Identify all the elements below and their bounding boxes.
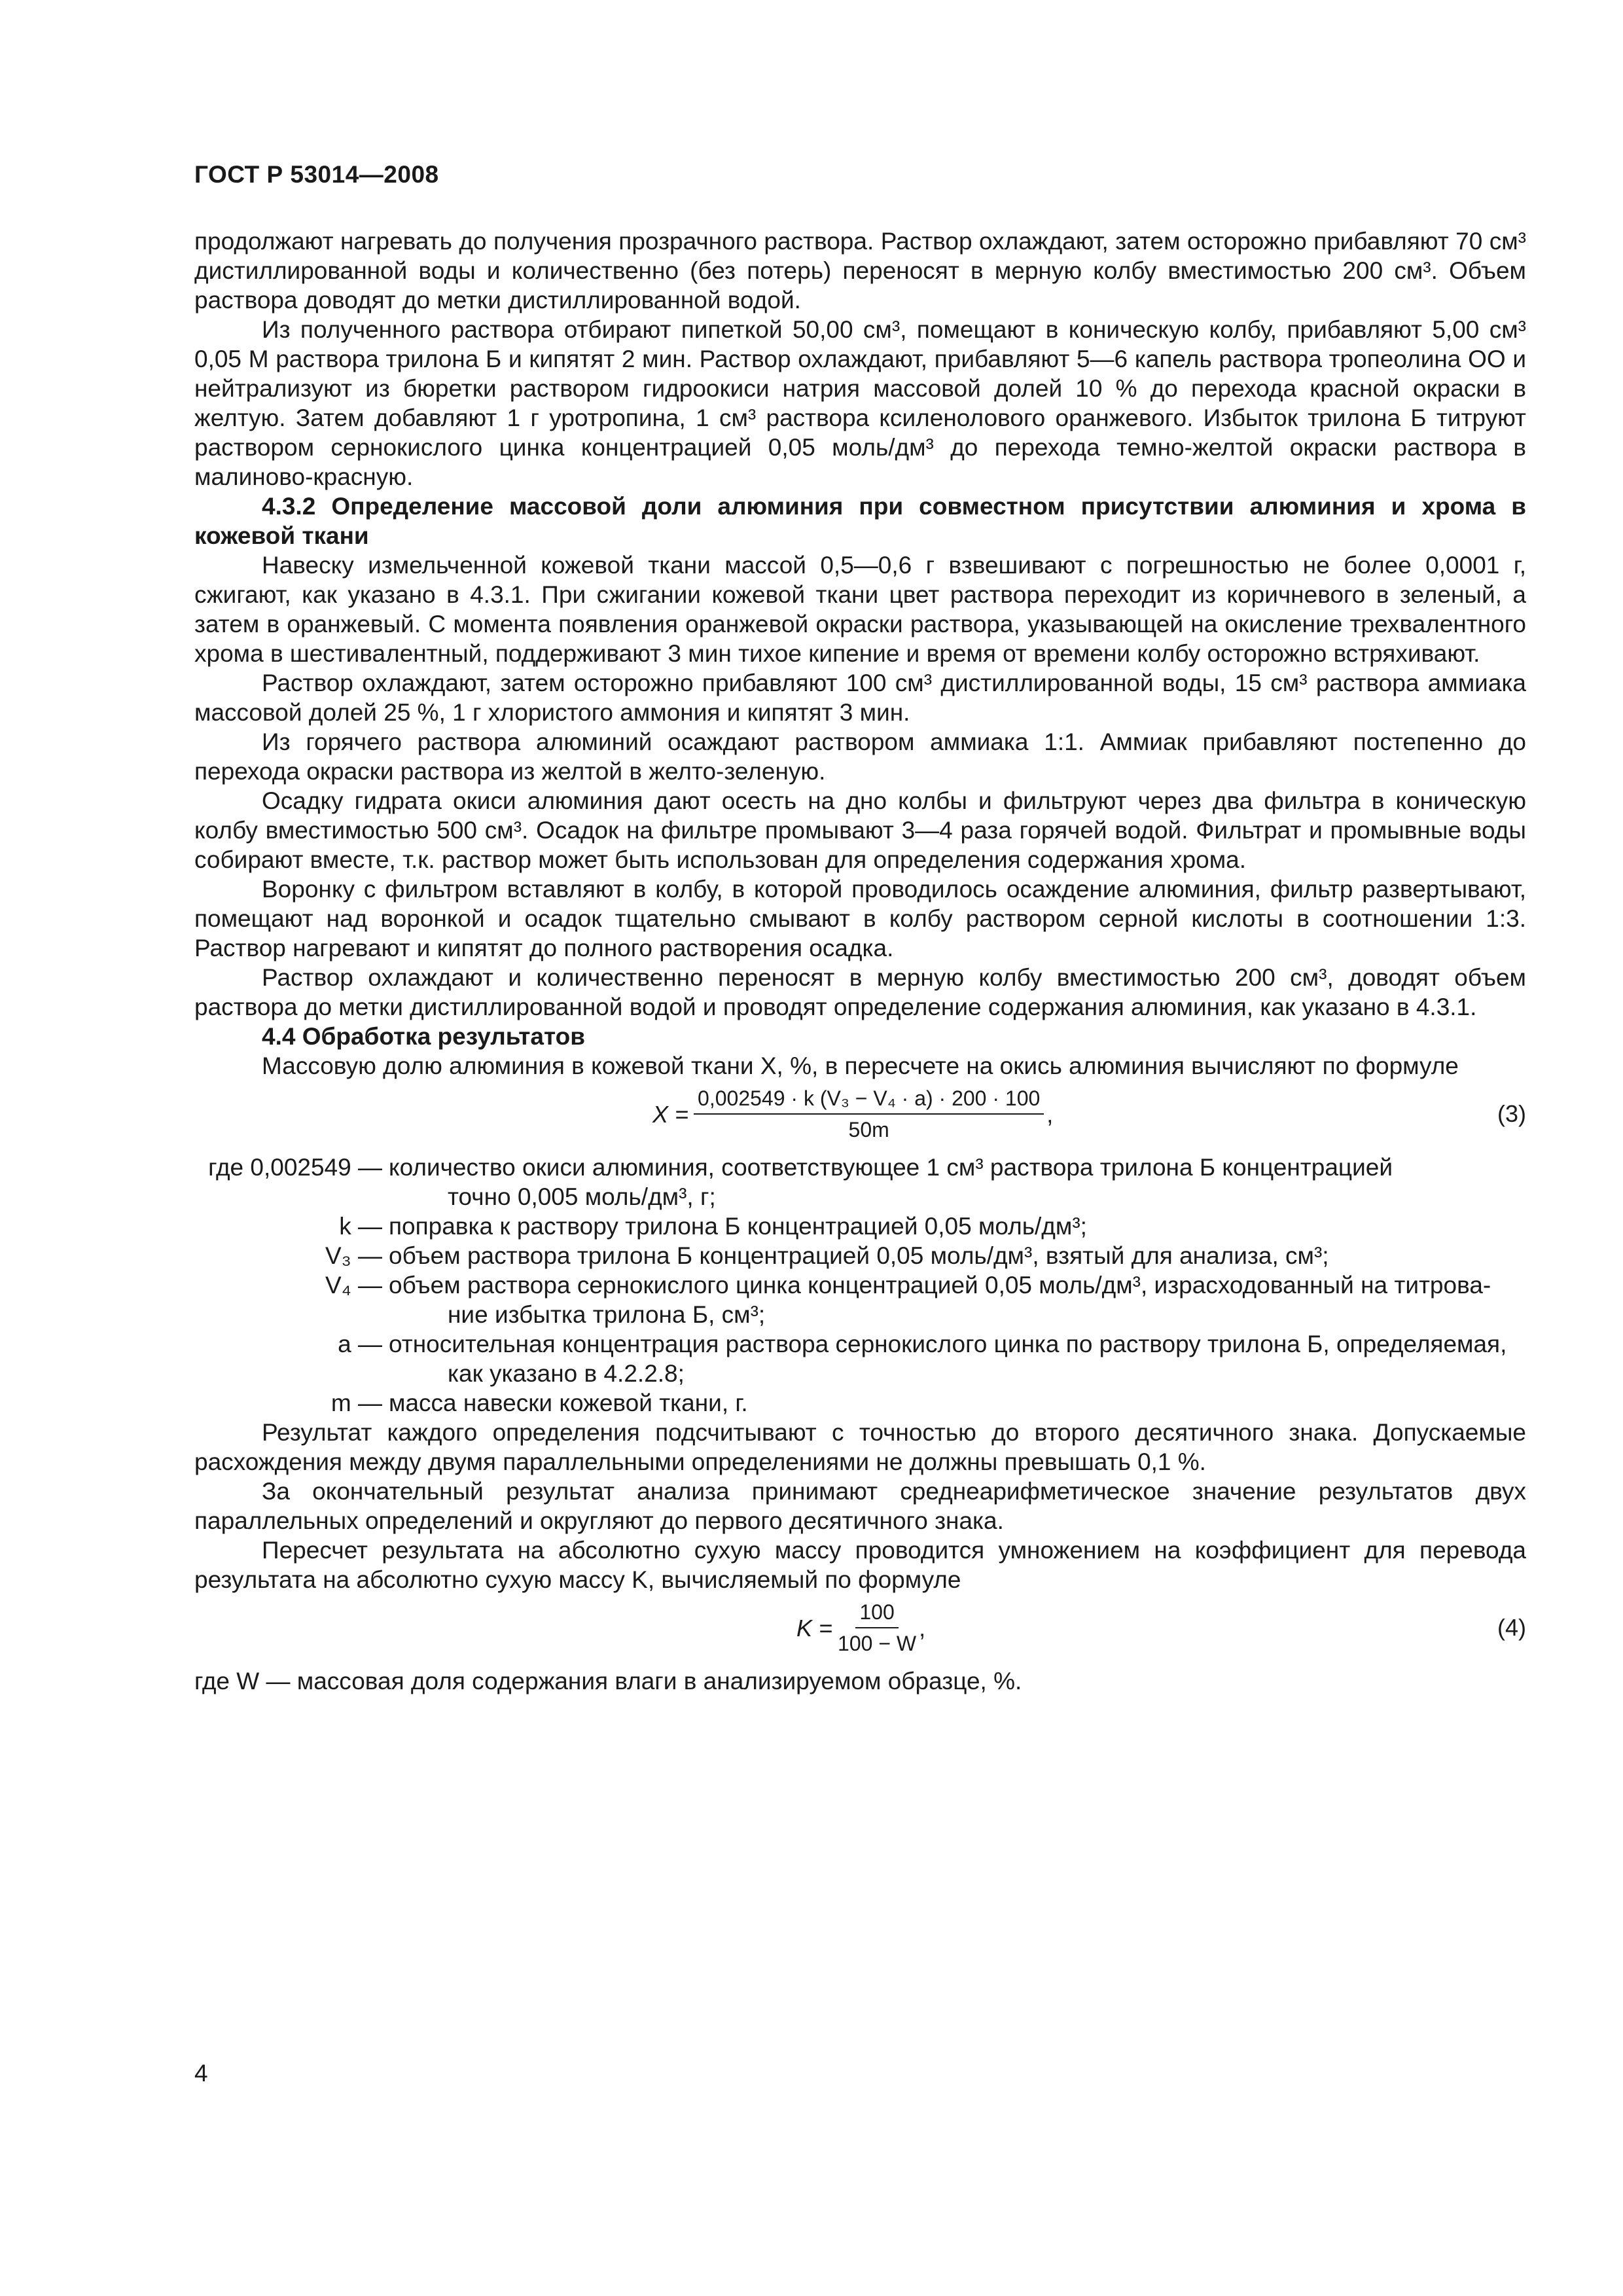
formula-numerator: 100: [855, 1600, 898, 1628]
definition-row: [194, 1388, 1526, 1418]
equation-number: (3): [1497, 1100, 1526, 1127]
definition-symbol: где 0,002549 —: [208, 1154, 382, 1181]
section-heading-4-3-2: 4.3.2 Определение массовой доли алюминия при совместном присутствии алюминия и хрома в кожевой ткани: [194, 493, 1526, 549]
definition-row: [194, 1329, 1526, 1388]
formula-fraction: [694, 1086, 1044, 1142]
document-header: ГОСТ Р 53014—2008: [194, 161, 439, 188]
formula-lhs: K =: [796, 1614, 833, 1641]
paragraph: Раствор охлаждают и количественно переносят в мерную колбу вместимостью 200 см³, доводят объем раствора до метки дистиллированной водой и проводят определение содержания алюминия, как указано в 4.3.1.: [194, 964, 1526, 1020]
document-body: [194, 226, 1526, 1696]
formula-denominator: 100 − W: [838, 1632, 917, 1655]
definition-symbol: V₃ —: [325, 1242, 382, 1269]
definition-text-line: количество окиси алюминия, соответствующее 1 см³ раствора трилона Б концентрацией: [389, 1154, 1393, 1181]
definition-text: [389, 1270, 1526, 1329]
definition-text: [389, 1241, 1526, 1270]
paragraph: Воронку с фильтром вставляют в колбу, в которой проводилось осаждение алюминия, фильтр развертывают, помещают над воронкой и осадок тщательно смывают в колбу раствором серной кислоты в соотношении 1:3. Раствор нагревают и кипятят до полного растворения осадка.: [194, 876, 1526, 961]
paragraph: Раствор охлаждают, затем осторожно прибавляют 100 см³ дистиллированной воды, 15 см³ раствора аммиака массовой долей 25 %, 1 г хлористого аммония и кипятят 3 мин.: [194, 670, 1526, 726]
formula-3: [194, 1083, 1526, 1149]
variable-definitions: [194, 1153, 1526, 1418]
definition-text-line: относительная концентрация раствора сернокислого цинка по раствору трилона Б, определяемая,: [389, 1331, 1507, 1357]
formula-numerator: 0,002549 · k (V₃ − V₄ · a) · 200 · 100: [694, 1086, 1044, 1115]
page-number: 4: [194, 2060, 208, 2087]
definition-text-line: объем раствора трилона Б концентрацией 0,05 моль/дм³, взятый для анализа, см³;: [389, 1242, 1329, 1269]
paragraph: Массовую долю алюминия в кожевой ткани X, %, в пересчете на окись алюминия вычисляют по формуле: [262, 1052, 1459, 1079]
paragraph: Пересчет результата на абсолютно сухую массу проводится умножением на коэффициент для перевода результата на абсолютно сухую массу K, вычисляемый по формуле: [194, 1537, 1526, 1593]
paragraph: За окончательный результат анализа принимают среднеарифметическое значение результатов двух параллельных определений и округляют до первого десятичного знака.: [194, 1478, 1526, 1534]
paragraph: где W — массовая доля содержания влаги в анализируемом образце, %.: [194, 1668, 1022, 1695]
definition-text-continuation: точно 0,005 моль/дм³, г;: [448, 1183, 716, 1210]
definition-text-line: поправка к раствору трилона Б концентрацией 0,05 моль/дм³;: [389, 1213, 1087, 1240]
definition-text-continuation: как указано в 4.2.2.8;: [448, 1360, 685, 1387]
definition-symbol: a —: [338, 1331, 382, 1357]
formula-denominator: 50m: [848, 1118, 889, 1141]
definition-text: [389, 1388, 1526, 1418]
paragraph: Навеску измельченной кожевой ткани массой 0,5—0,6 г взвешивают с погрешностью не более 0,0001 г, сжигают, как указано в 4.3.1. При сжигании кожевой ткани цвет раствора переходит из коричневого в зеленый, а затем в оранжевый. С момента появления оранжевой окраски раствора, указывающей на окисление трехвалентного хрома в шестивалентный, поддерживают 3 мин тихое кипение и время от времени колбу осторожно встряхивают.: [194, 552, 1526, 667]
definition-symbol: m —: [330, 1390, 382, 1416]
definition-text-line: масса навески кожевой ткани, г.: [389, 1390, 748, 1416]
definition-text-line: объем раствора сернокислого цинка концентрацией 0,05 моль/дм³, израсходованный на титрова-: [389, 1272, 1491, 1299]
formula-punctuation: ,: [919, 1614, 926, 1641]
definition-row: [194, 1211, 1526, 1241]
equation-number: (4): [1497, 1614, 1526, 1641]
definition-text-continuation: ние избытка трилона Б, см³;: [448, 1301, 766, 1328]
formula-4: [194, 1597, 1526, 1662]
definition-text: [389, 1329, 1526, 1388]
definition-row: [194, 1270, 1526, 1329]
formula-fraction: [838, 1600, 916, 1656]
paragraph: продолжают нагревать до получения прозрачного раствора. Раствор охлаждают, затем осторожно прибавляют 70 см³ дистиллированной воды и количественно (без потерь) переносят в мерную колбу вместимостью 200 см³. Объем раствора доводят до метки дистиллированной водой.: [194, 228, 1526, 314]
definition-row: [194, 1153, 1526, 1211]
section-heading-4-4: 4.4 Обработка результатов: [262, 1023, 585, 1050]
definition-text: [389, 1211, 1526, 1241]
definition-row: [194, 1241, 1526, 1270]
definition-symbol: k —: [339, 1213, 382, 1240]
paragraph: Осадку гидрата окиси алюминия дают осесть на дно колбы и фильтруют через два фильтра в коническую колбу вместимостью 500 см³. Осадок на фильтре промывают 3—4 раза горячей водой. Фильтрат и промывные воды собирают вместе, т.к. раствор может быть использован для определения содержания хрома.: [194, 787, 1526, 873]
paragraph: Результат каждого определения подсчитывают с точностью до второго десятичного знака. Допускаемые расхождения между двумя параллельными определениями не должны превышать 0,1 %.: [194, 1419, 1526, 1475]
paragraph: Из полученного раствора отбирают пипеткой 50,00 см³, помещают в коническую колбу, прибавляют 5,00 см³ 0,05 М раствора трилона Б и кипятят 2 мин. Раствор охлаждают, прибавляют 5—6 капель раствора тропеолина ОО и нейтрализуют из бюретки раствором гидроокиси натрия массовой долей 10 % до перехода красной окраски в желтую. Затем добавляют 1 г уротропина, 1 см³ раствора ксиленолового оранжевого. Избыток трилона Б титруют раствором сернокислого цинка концентрацией 0,05 моль/дм³ до перехода темно-желтой окраски раствора в малиново-красную.: [194, 316, 1526, 490]
definition-symbol: V₄ —: [325, 1272, 382, 1299]
formula-lhs: X =: [652, 1100, 689, 1128]
paragraph: Из горячего раствора алюминий осаждают раствором аммиака 1:1. Аммиак прибавляют постепенно до перехода окраски раствора из желтой в желто-зеленую.: [194, 728, 1526, 785]
formula-punctuation: ,: [1046, 1100, 1054, 1128]
definition-text: [389, 1153, 1526, 1211]
